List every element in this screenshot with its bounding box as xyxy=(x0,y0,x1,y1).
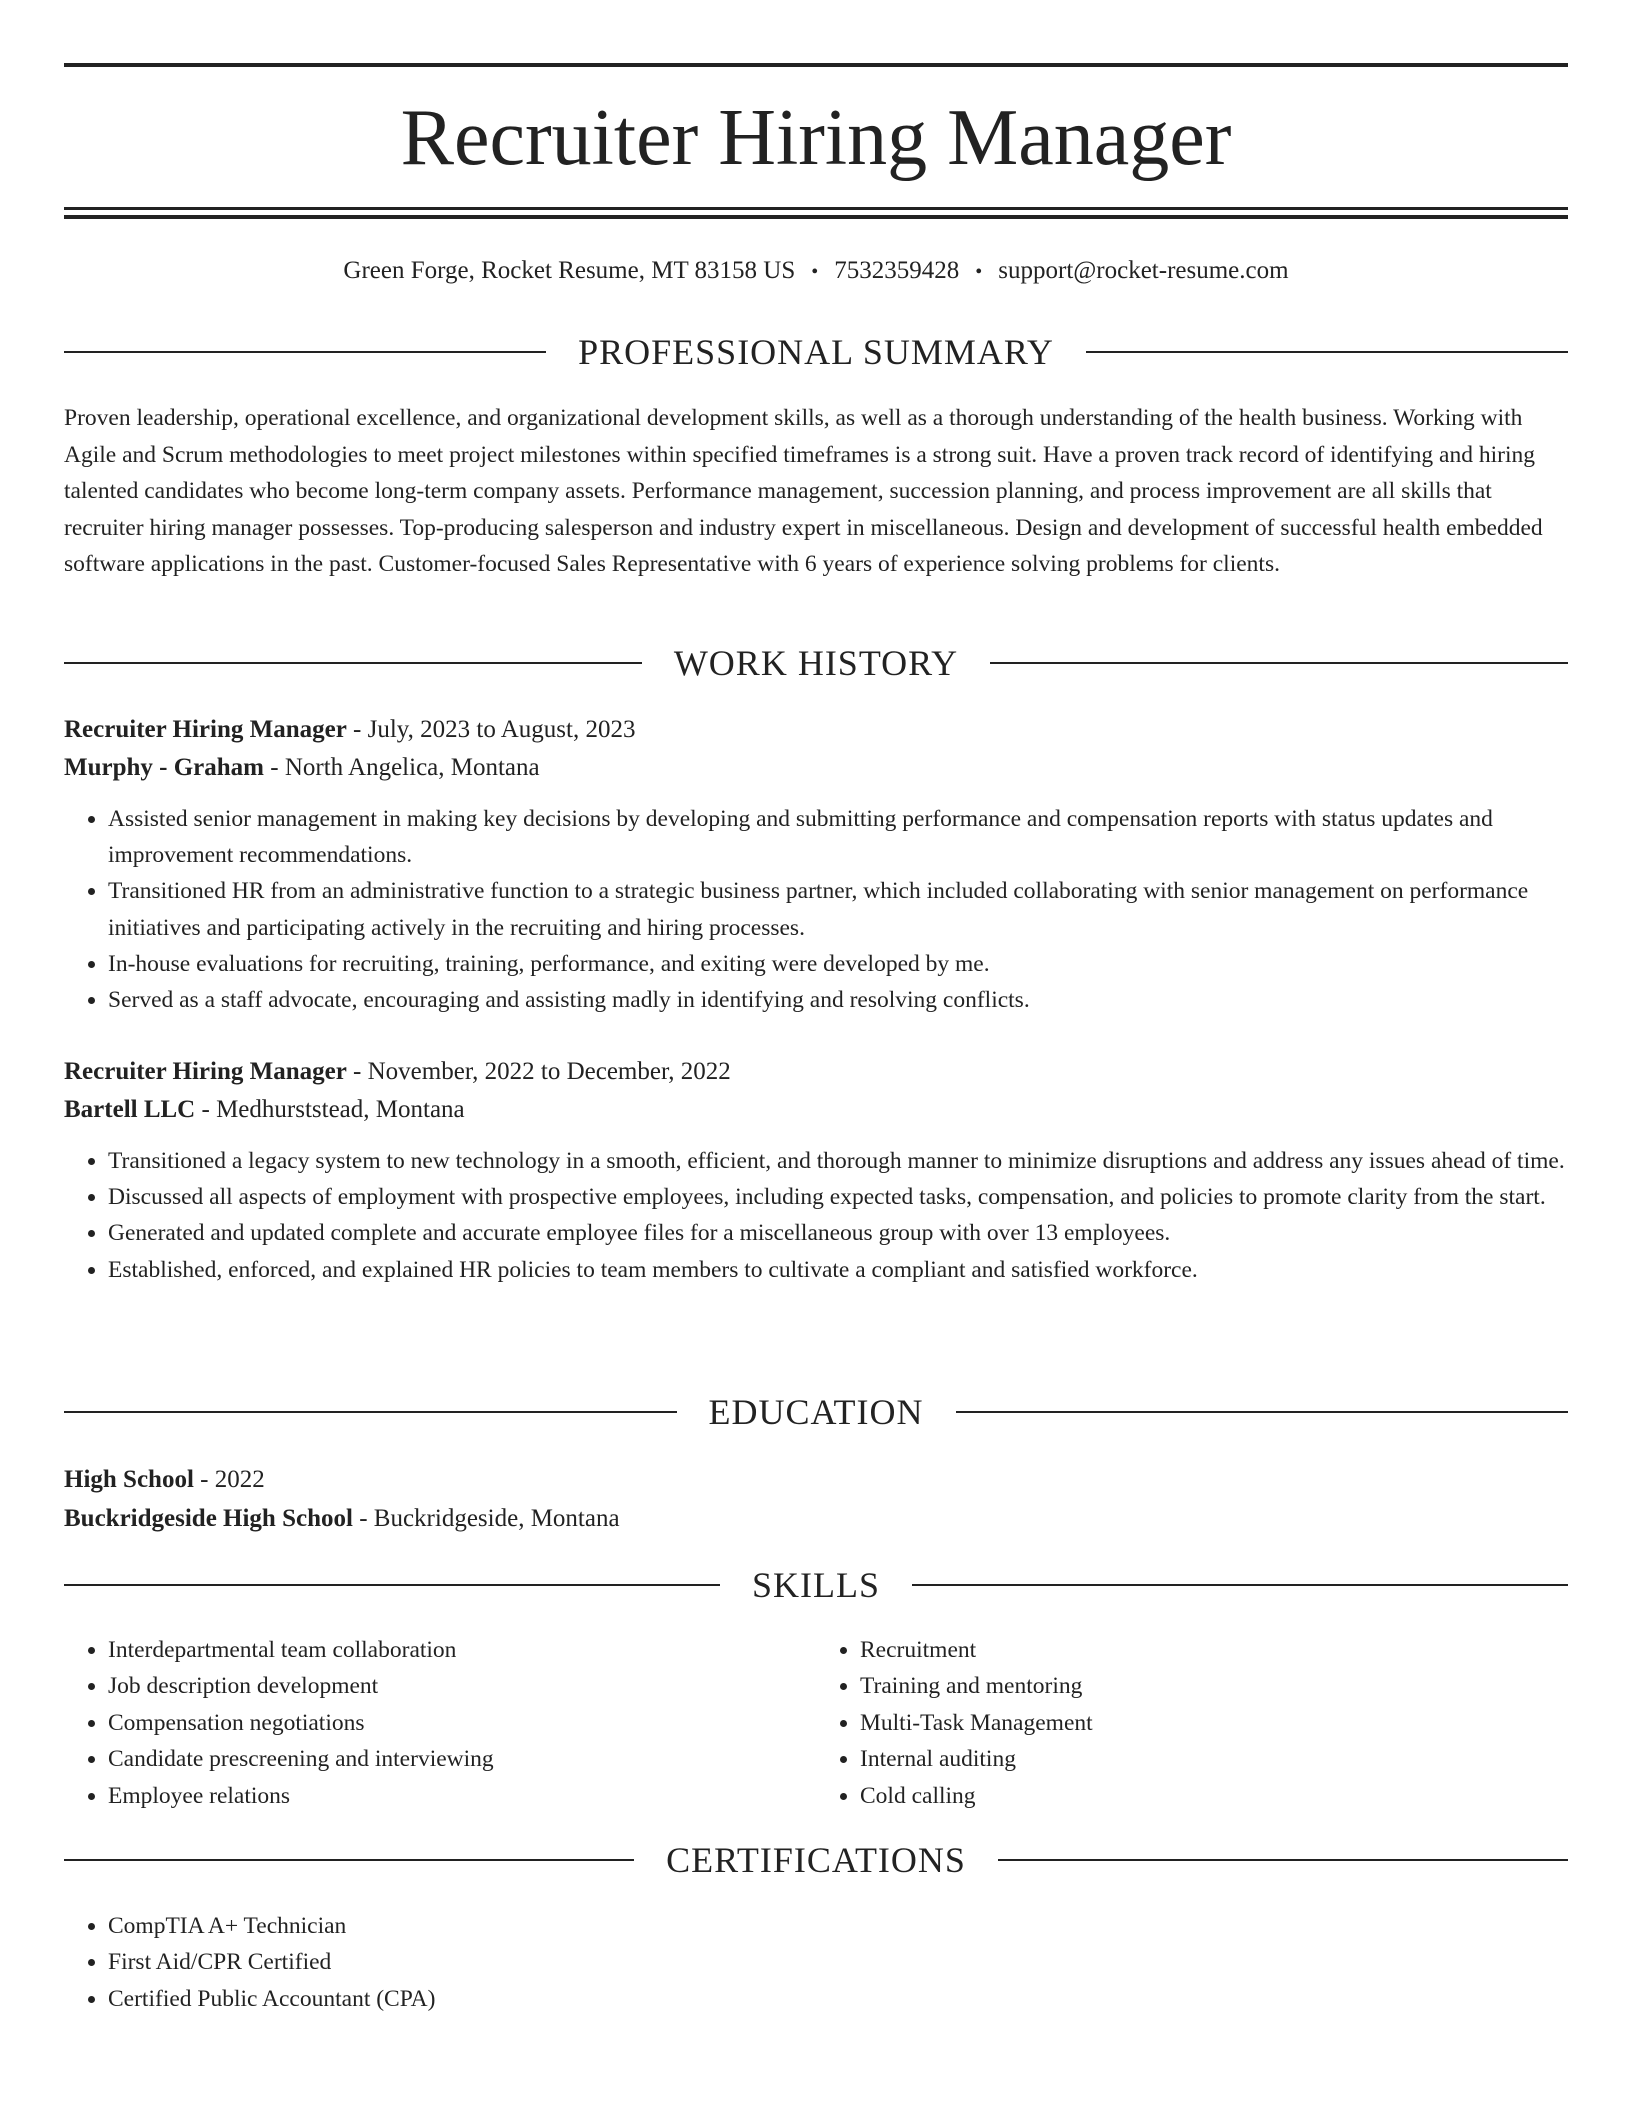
degree-line xyxy=(64,1460,1568,1499)
skills-heading xyxy=(64,1565,1568,1605)
degree: High School xyxy=(64,1466,194,1493)
list-item: • Served as a staff advocate, encouraging and assisting madly in identifying and resolving conflicts. xyxy=(108,982,1568,1018)
job-title-line xyxy=(64,711,1568,749)
list-item: • Assisted senior management in making key decisions by developing and submitting performance and compensation reports with status updates and improvement recommendations. xyxy=(108,801,1568,873)
divider xyxy=(64,662,642,664)
job-location: - North Angelica, Montana xyxy=(264,754,540,781)
list-item: • In-house evaluations for recruiting, training, performance, and exiting were developed by me. xyxy=(108,946,1568,982)
education-entry xyxy=(64,1460,1568,1538)
job-dates: - July, 2023 to August, 2023 xyxy=(346,716,636,743)
phone: 7532359428 xyxy=(834,257,960,284)
job-company-line xyxy=(64,1091,1568,1129)
list-item: • Certified Public Accountant (CPA) xyxy=(108,1981,1568,2017)
divider xyxy=(64,1411,677,1413)
job-entry xyxy=(64,1053,1568,1288)
summary-text: Proven leadership, operational excellence, and organizational development skills, as well as a thorough understanding of the health business. Working with Agile and Scrum methodologies to meet project milestones within specified timeframes is a strong suit. Have a proven track record of identifying and hiring talented candidates who become long-term company assets. Performance management, succession planning, and process improvement are all skills that recruiter hiring manager possesses. Top-producing salesperson and industry expert in miscellaneous. Design and development of successful health embedded software applications in the past. Customer-focused Sales Representative with 6 years of experience solving problems for clients. xyxy=(64,405,1543,577)
job-dates: - November, 2022 to December, 2022 xyxy=(346,1058,731,1085)
certifications-heading xyxy=(64,1840,1568,1880)
section-title: EDUCATION xyxy=(708,1392,924,1432)
list-item: • Candidate prescreening and interviewing xyxy=(108,1741,816,1777)
divider xyxy=(1086,351,1568,353)
contact-separator: • xyxy=(975,261,983,283)
email-link[interactable]: support@rocket-resume.com xyxy=(998,257,1289,284)
summary-heading xyxy=(64,332,1568,372)
divider xyxy=(64,351,546,353)
section-title: SKILLS xyxy=(752,1565,881,1605)
divider xyxy=(64,1859,634,1861)
header-double-rule xyxy=(64,207,1568,219)
list-item: • Multi-Task Management xyxy=(860,1705,1568,1741)
list-item: • Generated and updated complete and accurate employee files for a miscellaneous group with over 13 employees. xyxy=(108,1215,1568,1251)
job-title-line xyxy=(64,1053,1568,1091)
list-item: • Interdepartmental team collaboration xyxy=(108,1632,816,1668)
skills-column-left xyxy=(64,1632,816,1814)
address: Green Forge, Rocket Resume, MT 83158 US xyxy=(343,257,796,284)
list-item: • Established, enforced, and explained HR policies to team members to cultivate a compliant and satisfied workforce. xyxy=(108,1252,1568,1288)
section-title: PROFESSIONAL SUMMARY xyxy=(578,332,1054,372)
list-item: • Transitioned HR from an administrative function to a strategic business partner, which included collaborating with senior management on performance initiatives and participating actively in the recruiting and hiring processes. xyxy=(108,873,1568,945)
education-heading xyxy=(64,1392,1568,1432)
divider xyxy=(998,1859,1568,1861)
candidate-name: Recruiter Hiring Manager xyxy=(400,94,1232,182)
list-item: • Cold calling xyxy=(860,1778,1568,1814)
certifications-items xyxy=(64,1908,1568,2017)
job-title: Recruiter Hiring Manager xyxy=(64,1058,347,1085)
divider xyxy=(64,1584,720,1586)
work-history-heading xyxy=(64,643,1568,683)
job-bullets xyxy=(64,1143,1568,1288)
list-item: • Employee relations xyxy=(108,1778,816,1814)
job-entry xyxy=(64,711,1568,1018)
contact-line xyxy=(64,253,1568,290)
job-company: Murphy - Graham xyxy=(64,754,264,781)
list-item: • CompTIA A+ Technician xyxy=(108,1908,1568,1944)
contact-separator: • xyxy=(811,261,819,283)
list-item: • Discussed all aspects of employment with prospective employees, including expected tasks, compensation, and policies to promote clarity from the start. xyxy=(108,1179,1568,1215)
job-company-line xyxy=(64,749,1568,787)
school-location: - Buckridgeside, Montana xyxy=(352,1505,620,1532)
list-item: • Training and mentoring xyxy=(860,1668,1568,1704)
job-title: Recruiter Hiring Manager xyxy=(64,716,347,743)
job-company: Bartell LLC xyxy=(64,1096,196,1123)
school-line xyxy=(64,1499,1568,1538)
list-item: • First Aid/CPR Certified xyxy=(108,1944,1568,1980)
section-title: CERTIFICATIONS xyxy=(666,1840,966,1880)
divider xyxy=(912,1584,1568,1586)
list-item: • Compensation negotiations xyxy=(108,1705,816,1741)
certifications-list xyxy=(64,1908,1568,2017)
section-title: WORK HISTORY xyxy=(673,643,959,683)
job-location: - Medhurststead, Montana xyxy=(195,1096,465,1123)
school-name: Buckridgeside High School xyxy=(64,1505,353,1532)
divider xyxy=(990,662,1568,664)
graduation-year: - 2022 xyxy=(193,1466,265,1493)
list-item: • Recruitment xyxy=(860,1632,1568,1668)
divider xyxy=(956,1411,1569,1413)
skills-list xyxy=(64,1632,1568,1814)
top-rule xyxy=(64,63,1568,67)
list-item: • Job description development xyxy=(108,1668,816,1704)
list-item: • Transitioned a legacy system to new technology in a smooth, efficient, and thorough manner to minimize disruptions and address any issues ahead of time. xyxy=(108,1143,1568,1179)
skills-column-right xyxy=(816,1632,1568,1814)
job-bullets xyxy=(64,801,1568,1018)
list-item: • Internal auditing xyxy=(860,1741,1568,1777)
